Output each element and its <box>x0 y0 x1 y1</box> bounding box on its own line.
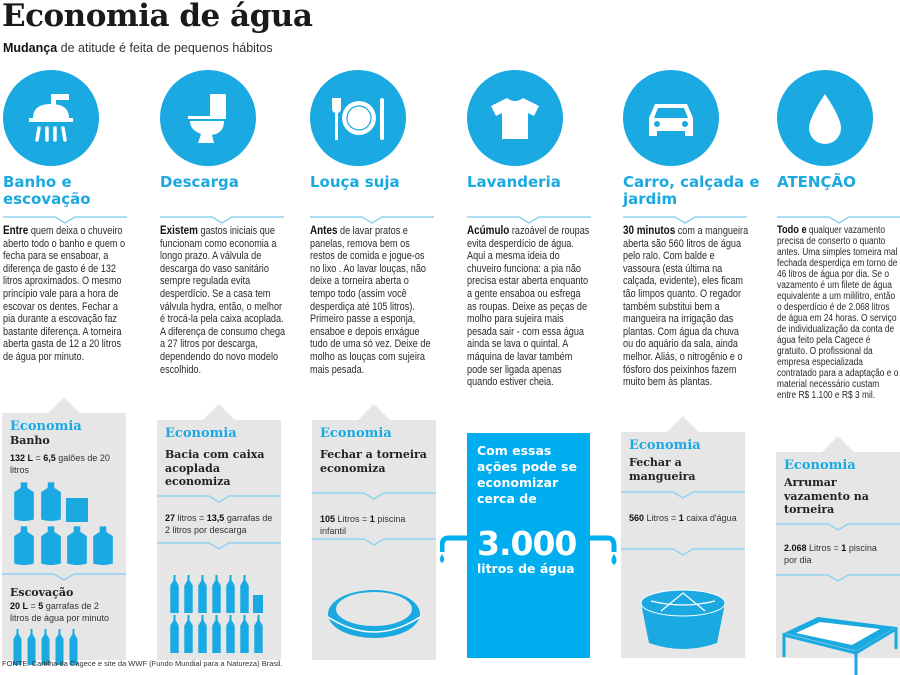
column-text <box>467 225 593 389</box>
eq-text: = <box>33 452 44 463</box>
column-heading: Banho e escovação <box>3 173 91 208</box>
panel-subtitle: Fechar a mangueira <box>629 456 696 483</box>
divider <box>157 495 281 503</box>
divider <box>312 492 436 500</box>
eq-value: 2.068 <box>784 542 807 553</box>
panel-label: Economia <box>320 426 392 441</box>
eq-text: garrafas de 2 litros por descarga <box>165 512 273 535</box>
eq-value: 6,5 <box>43 452 56 463</box>
eq-value: 13,5 <box>206 512 225 523</box>
column-heading: ATENÇÃO <box>777 173 856 191</box>
bottles-illustration <box>157 575 281 655</box>
body-text: com a mangueira aberta são 560 litros de água pelo ralo. Com balde e vassoura (esta última na calçada, evidente), eles ficam tão limpos quanto. O regador também substitui bem a mangueira na irrigação das plantas. Com água da chuva ou do aquário da sala, ainda melhor. Aliás, o nitrogênio e o fósforo dos peixinhos fazem muito bem às plantas. <box>623 225 749 389</box>
column-text <box>310 225 436 376</box>
lead-word: Todo e <box>777 224 807 236</box>
body-text: qualquer vazamento precisa de conserto o quanto antes. Uma simples torneira mal fechada desperdiça em torno de 46 litros de água por dia. Se o vazamento é um filete de água equivalente a um mililitro, então o desperdício é de 2.068 litros de água em 24 horas. O serviço de individualização da conta de água feito pela Cagece é gratuito. O profissional da empresa especializada contratado para a adaptação e o material necessário custam entre R$ 1.100 e R$ 3 mil. <box>777 225 899 401</box>
eq-value: 27 <box>165 512 176 523</box>
panel-descarga <box>157 420 281 660</box>
eq-text: Litros = <box>644 513 679 523</box>
tshirt-icon <box>467 70 563 166</box>
panel-equation <box>2 448 126 476</box>
divider <box>2 573 126 581</box>
eq-text: galões de 20 litros <box>10 452 110 475</box>
divider <box>776 574 900 582</box>
eq-text: litros = <box>175 512 207 523</box>
divider <box>623 216 747 224</box>
water-jugs-illustration <box>2 478 126 568</box>
shower-icon <box>3 70 99 166</box>
pool-illustration <box>776 595 900 675</box>
lead-word: Entre <box>3 225 29 237</box>
panel-equation <box>312 505 436 536</box>
total-value: 3.000 <box>477 524 577 563</box>
divider <box>621 491 745 499</box>
total-unit: litros de água <box>477 561 575 576</box>
eq-value: 1 <box>369 514 375 524</box>
panel-carro <box>621 432 745 658</box>
column-descarga <box>160 70 286 376</box>
panel-atencao <box>776 452 900 658</box>
column-banho <box>3 70 129 363</box>
panel-subtitle: Escovação <box>10 585 74 599</box>
subtitle-rest: de atitude é feita de pequenos hábitos <box>57 41 273 55</box>
lead-word: 30 minutos <box>623 225 676 237</box>
eq-value: 105 <box>320 514 336 524</box>
lead-word: Acúmulo <box>467 225 510 237</box>
column-atencao <box>777 70 900 401</box>
panel-label: Economia <box>165 426 237 441</box>
eq-value: 560 <box>629 513 645 523</box>
body-text: de lavar pratos e panelas, remova bem os restos de comida e jogue-os no lixo . Ao lavar louças, não deixe a torneira aberta o tempo todo (assim você desperdiça até 105 litros). Primeiro passe a esponja, ensaboe e depois enxágue tudo de uma só vez. Deixe de molho as louças com sujeira mais pesada. <box>310 225 431 376</box>
panel-subtitle: Fechar a torneira economiza <box>320 448 427 475</box>
column-heading: Carro, calçada e jardim <box>623 173 760 208</box>
eq-text: = <box>28 601 39 611</box>
eq-text: caixa d'água <box>683 513 737 523</box>
eq-value: 20 L <box>10 601 29 611</box>
source-footer: FONTE: Cartilha da Cagece e site da WWF (Fundo Mundial para a Natureza) Brasil. <box>2 659 283 668</box>
panel-subtitle: Bacia com caixa acoplada economiza <box>165 448 265 488</box>
panel-label: Economia <box>10 419 82 434</box>
panel-louca <box>312 420 436 660</box>
body-text: quem deixa o chuveiro aberto todo o banho e quem o fecha para se ensaboar, a diferença de gasto é de 132 litros aproximados. O mesmo princípio vale para a hora de escovar os dentes. Fechar a pia durante a escovação faz bastante diferença. A torneira aberta gasta de 12 a 20 litros de água por minuto. <box>3 225 126 363</box>
lead-word: Antes <box>310 225 338 237</box>
divider <box>777 216 900 224</box>
panel-equation <box>621 504 745 542</box>
divider <box>310 216 434 224</box>
column-heading: Louça suja <box>310 173 400 191</box>
eq-text: piscina por dia <box>784 542 877 565</box>
divider <box>3 216 127 224</box>
water-tank-illustration <box>621 581 745 661</box>
panel-subtitle: Arrumar vazamento na torneira <box>784 476 869 516</box>
eq-text: Litros = <box>335 514 370 524</box>
panel-equation <box>776 536 900 568</box>
panel-equation <box>2 599 126 624</box>
panel-equation <box>157 508 281 536</box>
column-heading: Descarga <box>160 173 239 191</box>
plate-cutlery-icon <box>310 70 406 166</box>
divider <box>776 523 900 531</box>
divider <box>157 542 281 550</box>
eq-text: garrafas de 2 litros de água por minuto <box>10 601 110 623</box>
eq-value: 132 L <box>10 452 34 463</box>
eq-value: 1 <box>678 513 684 523</box>
body-text: razoável de roupas evita desperdício de água. Aqui a mesma ideia do chuveiro funciona: a pia não precisa estar aberta enquanto a gente ensaboa ou esfrega as roupas. Deixe as peças de molho para sujeira mais pesada sair - com essa água ainda se lava o quintal. A máquina de lavar também pode ser ligada apenas quando estiver cheia. <box>467 225 590 389</box>
divider <box>312 538 436 546</box>
eq-value: 5 <box>38 601 44 611</box>
panel-subtitle: Banho <box>10 434 50 447</box>
divider <box>467 216 591 224</box>
total-text: Com essas ações pode se economizar cerca de <box>477 443 577 506</box>
column-heading: Lavanderia <box>467 173 561 191</box>
page-title: Economia de água <box>2 0 313 34</box>
column-lavanderia <box>467 70 593 389</box>
panel-banho <box>2 413 126 660</box>
total-savings-box <box>467 433 590 658</box>
column-text <box>623 225 749 389</box>
subtitle-bold: Mudança <box>3 41 58 55</box>
column-text <box>3 225 129 364</box>
divider <box>160 216 284 224</box>
eq-text: Litros = <box>806 542 842 553</box>
panel-label: Economia <box>629 438 701 453</box>
toilet-icon <box>160 70 256 166</box>
column-carro <box>623 70 760 389</box>
lead-word: Existem <box>160 225 198 237</box>
water-drop-icon <box>777 70 873 166</box>
eq-text: piscina infantil <box>320 514 406 536</box>
column-louca <box>310 70 436 376</box>
panel-label: Economia <box>784 458 856 473</box>
kiddie-pool-illustration <box>312 579 436 649</box>
column-text <box>777 225 900 401</box>
body-text: gastos iniciais que funcionam como economia a longo prazo. A válvula de descarga do vaso sanitário sempre regulada evita desperdício. Se a casa tem válvula hydra, então, o melhor é trocá-la pela caixa acoplada. A diferença de consumo chega a 27 litros por descarga, dependendo do novo modelo escolhido. <box>160 225 286 376</box>
subtitle <box>3 41 273 55</box>
column-text <box>160 225 286 376</box>
eq-value: 1 <box>841 542 847 553</box>
divider <box>621 548 745 556</box>
car-icon <box>623 70 719 166</box>
